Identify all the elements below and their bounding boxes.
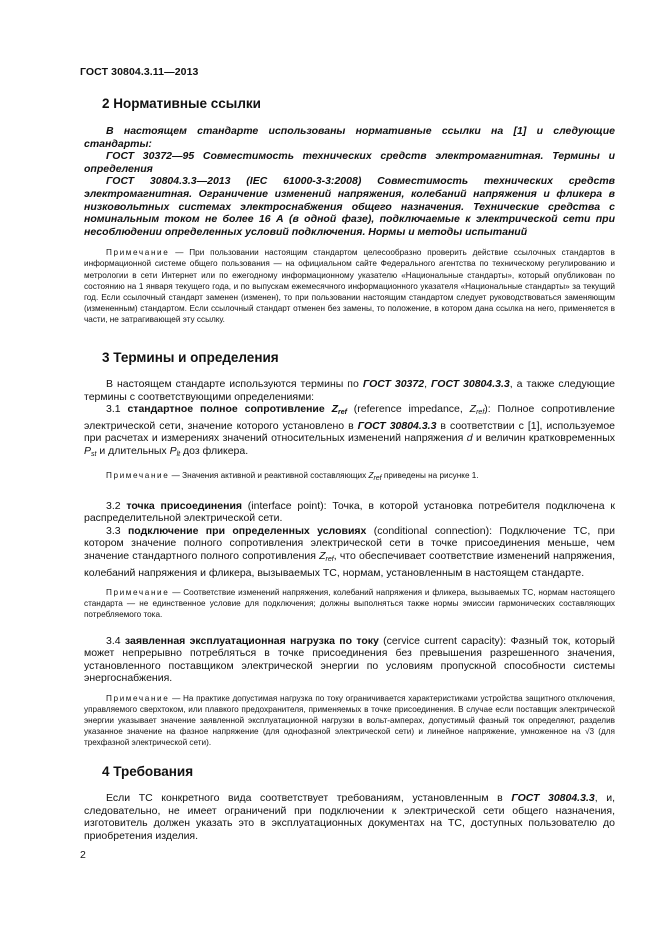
s3-intro: В настоящем стандарте используются термины по ГОСТ 30372, ГОСТ 30804.3.3, а также следующие термины с соответствующими определениями: [84,378,615,403]
term-3-1-note: Примечание — Значения активной и реактивной составляющих $Z_{ref}$ приведены на рисунке 1. [106,470,479,482]
term-3-3-title: подключение при определенных условиях [127,524,367,537]
sqrt-3: √3 [584,727,595,737]
note-label: Примечание [106,248,170,258]
section-4-title: 4 Требования [102,764,194,779]
section-4-body [84,792,615,842]
s4-paragraph: Если ТС конкретного вида соответствует требованиям, установленным в ГОСТ 30804.3.3, и, следовательно, не имеет ограничений при подключении к электрической сети общего назначения, изготовитель должен указать это в эксплуатационных документах на ТС, доступных пользователю до приобретения изделия. [84,792,615,842]
s2-intro: В настоящем стандарте использованы нормативные ссылки на [1] и следующие стандарты: [84,125,615,150]
term-3-1: 3.1 стандартное полное сопротивление $Z_{ref}$ (reference impedance, $Z_{ref}$): Полное сопротивление электрической сети, значение которого установлено в ГОСТ 30804.3.3 в соответствии с [1], используемое при расчетах и измерениях значений относительных изменений напряжения d и величин кратковременных $P_{st}$ и длительных $P_{lt}$ доз фликера. [84,403,615,458]
page-number: 2 [80,849,86,861]
section-3-title: 3 Термины и определения [102,350,279,365]
term-3-3-note: Примечание — Соответствие изменений напряжения, колебаний напряжения и фликера, вызываемых ТС, нормам настоящего стандарта — не единственное условие для подключения; должны выполняться также нормы эмиссии гармонических составляющих потребляемого тока. [84,588,615,620]
note-text: — При пользовании настоящим стандартом целесообразно проверить действие ссылочных стандартов в информационной системе общего пользования — на официальном сайте Федерального агентства по техническому регулированию и метрологии в сети Интернет или по ежегодному информационному указателю «Национальные стандарты», который опубликован по состоянию на 1 января текущего года, и по выпускам ежемесячного информационного указателя «Национальные стандарты» за текущий год. Если ссылочный стандарт заменен (изменен), то при пользовании настоящим стандартом следует руководствоваться заменяющим (измененным) стандартом. Если ссылочный стандарт отменен без замены, то положение, в котором дана ссылка на него, применяется в части, не затрагивающей эту ссылку. [84,248,615,324]
s2-reference-gost-30372: ГОСТ 30372—95 Совместимость технических средств электромагнитная. Термины и определения [84,150,615,175]
s2-note [84,247,615,325]
ref-gost-30372: ГОСТ 30372 [362,378,425,390]
section-2-title: 2 Нормативные ссылки [102,96,261,111]
term-3-4: 3.4 заявленная эксплуатационная нагрузка по току (cervice current capacity): Фазный ток, который может непрерывно потребляться в точке присоединения без превышения разрешенного значения, установленного поставщиком электрической энергии по условиям пропускной способности системы энергоснабжения. [84,634,616,685]
term-3-2-title: точка присоединения [126,499,243,512]
section-3-body [84,378,615,748]
s2-reference-gost-30804-3-3: ГОСТ 30804.3.3—2013 (IEC 61000-3-3:2008) Совместимость технических средств электромагнитная. Ограничение изменений напряжения, колебаний напряжения и фликера в низковольтных системах электроснабжения общего назначения. Технические средства с номинальным током не более 16 А (в одной фазе), подключаемые к электрической сети при несоблюдении определенных условий подключения. Нормы и методы испытаний [84,175,615,238]
term-3-2: 3.2 точка присоединения (interface point): Точка, в которой установка потребителя подключена к распределительной электрической сети. [84,499,615,525]
term-3-4-note: Примечание — На практике допустимая нагрузка по току ограничивается характеристиками устройства защитного отключения, управляемого сверхтоком, или плавкого предохранителя, применяемых в точке присоединения. В случае если поставщик электрической энергии указывает значение заявленной эксплуатационной нагрузки в вольт-амперах, допустимый фазный ток определяют, разделив указанное значение на фазное напряжение (для однофазной электрической сети) и линейное напряжение, умноженное на √3 (для трехфазной электрической сети). [84,693,615,748]
term-3-3: 3.3 подключение при определенных условиях (conditional connection): Подключение ТС, при котором значение полного сопротивления электрической сети в точке присоединения меньше, чем значение стандартного полного сопротивления $Z_{ref}$, что обеспечивает соответствие изменений напряжения, колебаний напряжения и фликера, вызываемых ТС, нормам, установленным в настоящем стандарте. [84,524,615,579]
section-2-body [84,125,615,325]
document-header: ГОСТ 30804.3.11—2013 [80,66,199,78]
term-3-4-title: заявленная эксплуатационная нагрузка по току [124,634,379,647]
ref-gost-30804-3-3: ГОСТ 30804.3.3 [430,378,510,390]
term-3-1-title: стандартное полное сопротивление [127,403,332,416]
